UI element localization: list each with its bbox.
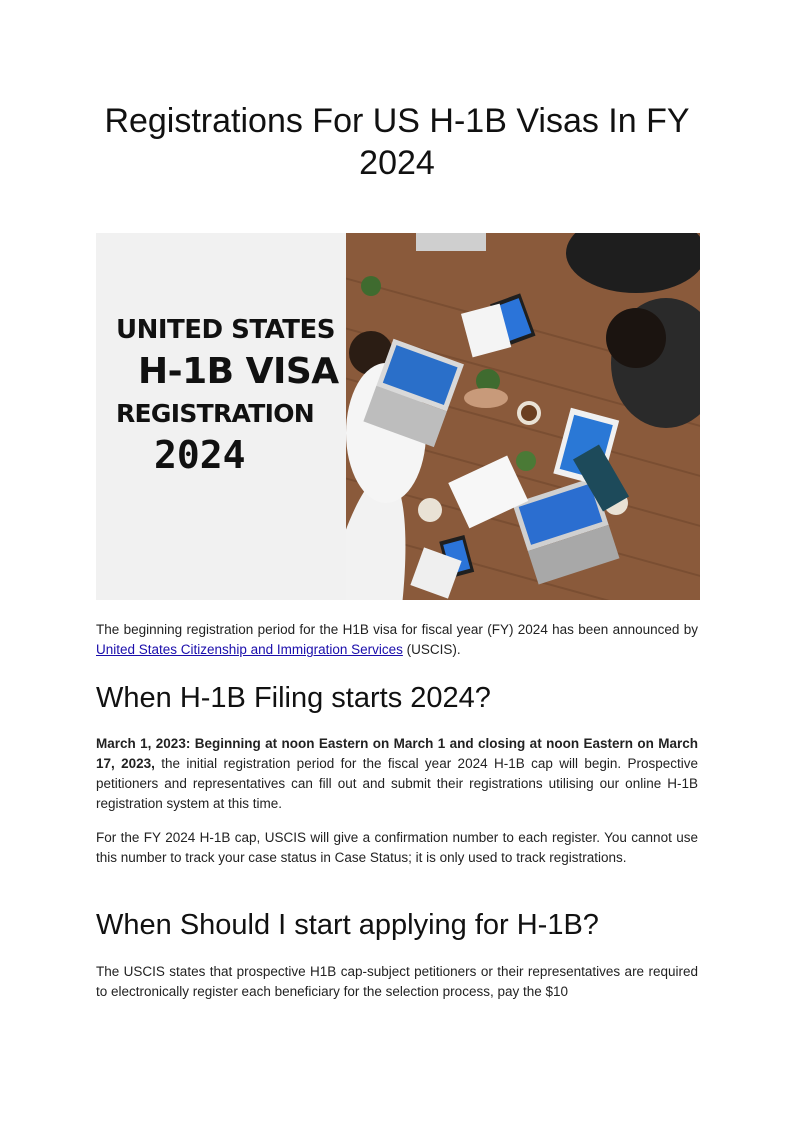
hero-line-h1b-visa: H-1B VISA <box>138 351 339 392</box>
hero-photo <box>346 233 700 600</box>
filing-dates-bold: March 1, 2023: Beginning at noon Eastern on March 1 and closing at noon Eastern on March 17, 2023, <box>96 736 698 771</box>
page-title: Registrations For US H-1B Visas In FY 2024 <box>104 102 690 182</box>
intro-text-start: The beginning registration period for the H1B visa for fiscal year (FY) 2024 has been announced by <box>96 622 698 637</box>
uscis-link[interactable]: United States Citizenship and Immigration Services <box>96 642 403 657</box>
confirmation-number-paragraph: For the FY 2024 H-1B cap, USCIS will give a confirmation number to each register. You cannot use this number to track your case status in Case Status; it is only used to track registrations. <box>96 830 698 865</box>
hero-line-united-states: UNITED STATES <box>116 315 335 345</box>
filing-dates-text: the initial registration period for the fiscal year 2024 H-1B cap will begin. Prospective petitioners and representatives can fill out and submit their registrations utilising our online H-1B registration system at this time. <box>96 756 698 811</box>
apply-paragraph: The USCIS states that prospective H1B cap-subject petitioners or their representatives are required to electronically register each beneficiary for the selection process, pay the $10 <box>96 964 698 999</box>
hero-banner <box>96 233 700 600</box>
hero-line-registration: REGISTRATION <box>116 399 314 428</box>
hero-line-year: 2024 <box>154 433 246 477</box>
intro-text-end: (USCIS). <box>402 642 461 657</box>
section-heading-filing-starts: When H-1B Filing starts 2024? <box>96 682 491 714</box>
hero-text-panel <box>96 233 346 600</box>
section-heading-when-apply: When Should I start applying for H-1B? <box>96 909 599 941</box>
meeting-photo-illustration <box>346 233 700 600</box>
intro-paragraph <box>96 620 698 660</box>
filing-dates-paragraph <box>96 734 698 814</box>
